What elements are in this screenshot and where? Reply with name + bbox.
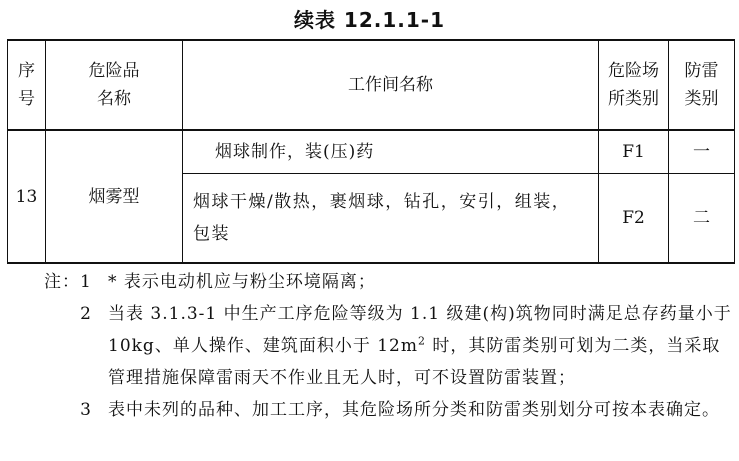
table-caption: 续表 12.1.1-1 xyxy=(293,8,446,32)
note-text: 当表 3.1.3-1 中生产工序危险等级为 1.1 级建(构)筑物同时满足总存药量小于 10kg、单人操作、建筑面积小于 $12m^2$ 时，其防雷类别可划为二类，当采取管理措施保障雷雨天不作业且无人时，可不设置防雷装置； xyxy=(108,304,732,388)
header-workshop-name: 工作间名称 xyxy=(183,40,599,130)
note-text: 表中未列的品种、加工工序，其危险场所分类和防雷类别划分可按本表确定。 xyxy=(108,400,720,420)
cell-workshop: 烟球制作，装(压)药 xyxy=(183,130,599,174)
note-text: * 表示电动机应与粉尘环境隔离； xyxy=(108,272,376,292)
cell-category: F2 xyxy=(599,174,669,264)
cell-workshop: 烟球干燥/散热，裹烟球，钻孔，安引，组装，包装 xyxy=(183,174,599,264)
table-notes xyxy=(44,266,734,426)
header-lightning-category: 防雷 类别 xyxy=(669,40,735,130)
note-number: 注：1 xyxy=(44,272,92,292)
hazard-table xyxy=(7,39,735,264)
cell-category: F1 xyxy=(599,130,669,174)
note-number: 2 xyxy=(80,304,92,324)
header-hazard-category: 危险场 所类别 xyxy=(599,40,669,130)
cell-lightning: 一 xyxy=(669,130,735,174)
cell-hazard-name: 烟雾型 xyxy=(46,130,183,263)
note-item xyxy=(44,266,734,298)
table-header-row xyxy=(8,40,735,130)
note-item xyxy=(44,394,734,426)
cell-lightning: 二 xyxy=(669,174,735,264)
table-row xyxy=(8,130,735,174)
header-hazard-name: 危险品 名称 xyxy=(46,40,183,130)
note-number: 3 xyxy=(80,400,92,420)
cell-seq: 13 xyxy=(8,130,46,263)
note-item xyxy=(44,298,734,394)
header-seq: 序 号 xyxy=(8,40,46,130)
